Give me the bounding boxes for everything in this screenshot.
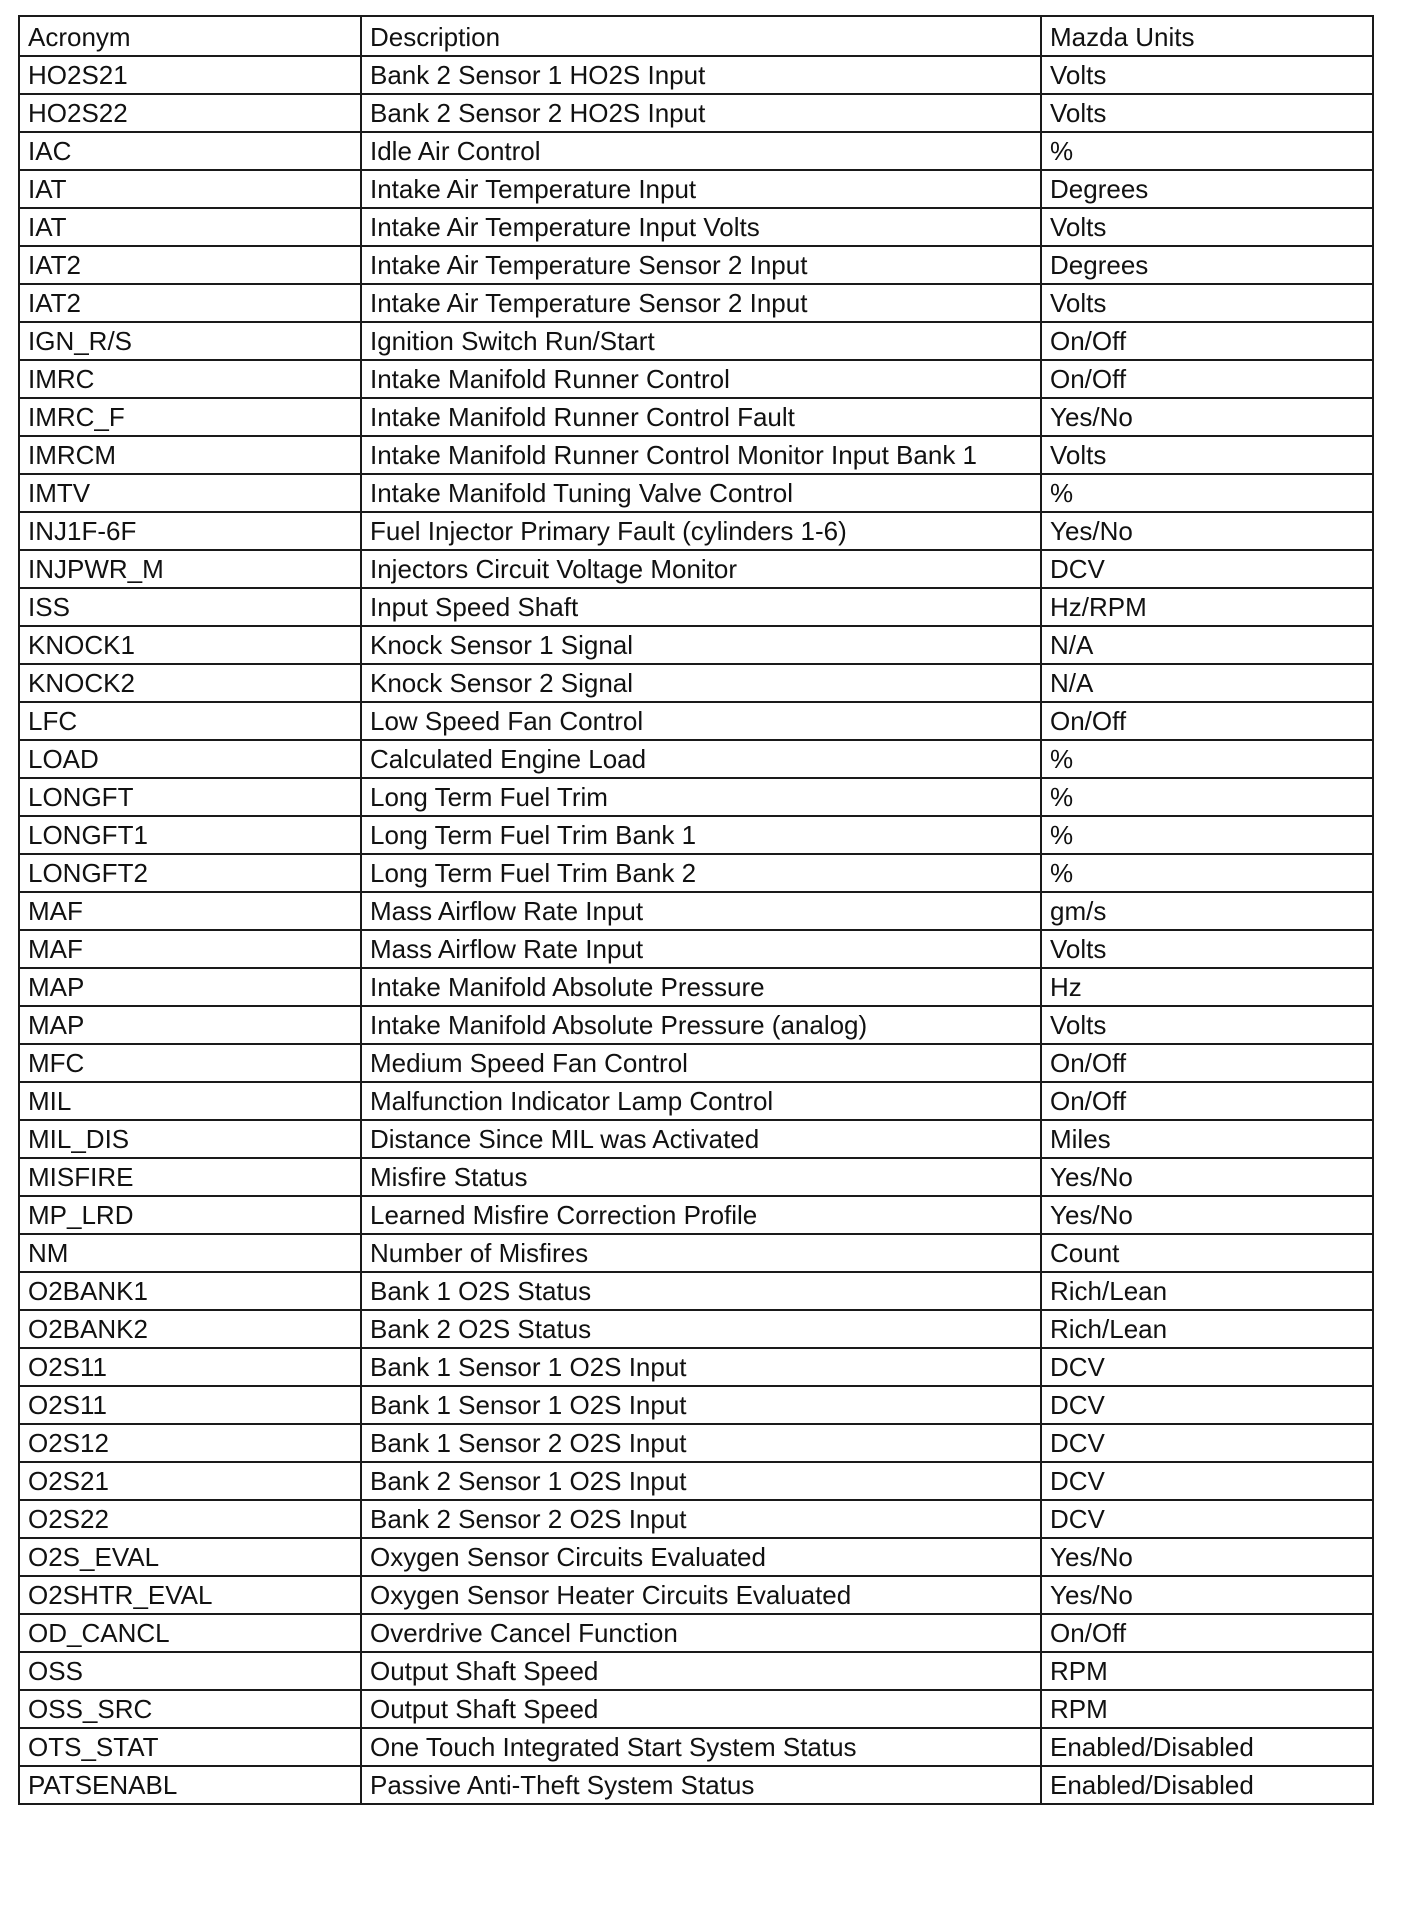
- description-cell: Intake Manifold Absolute Pressure (analog): [361, 1006, 1041, 1044]
- description-cell: Low Speed Fan Control: [361, 702, 1041, 740]
- units-cell: Yes/No: [1041, 398, 1373, 436]
- description-cell: Bank 2 Sensor 1 HO2S Input: [361, 56, 1041, 94]
- units-cell: %: [1041, 816, 1373, 854]
- table-row: [19, 436, 1373, 474]
- acronym-cell: OD_CANCL: [19, 1614, 361, 1652]
- description-cell: Intake Manifold Tuning Valve Control: [361, 474, 1041, 512]
- units-cell: Miles: [1041, 1120, 1373, 1158]
- table-row: [19, 626, 1373, 664]
- units-cell: Volts: [1041, 1006, 1373, 1044]
- units-cell: %: [1041, 474, 1373, 512]
- acronym-cell: NM: [19, 1234, 361, 1272]
- header-row: [19, 16, 1373, 56]
- table-row: [19, 1272, 1373, 1310]
- acronym-cell: IAT2: [19, 246, 361, 284]
- table-row: [19, 132, 1373, 170]
- units-cell: Yes/No: [1041, 1538, 1373, 1576]
- acronym-cell: IGN_R/S: [19, 322, 361, 360]
- description-cell: Bank 2 Sensor 2 O2S Input: [361, 1500, 1041, 1538]
- units-cell: DCV: [1041, 550, 1373, 588]
- table-row: [19, 854, 1373, 892]
- units-cell: DCV: [1041, 1386, 1373, 1424]
- description-cell: Calculated Engine Load: [361, 740, 1041, 778]
- units-cell: Degrees: [1041, 246, 1373, 284]
- acronym-cell: IAT: [19, 170, 361, 208]
- acronym-cell: O2S22: [19, 1500, 361, 1538]
- description-cell: Medium Speed Fan Control: [361, 1044, 1041, 1082]
- table-row: [19, 1082, 1373, 1120]
- acronym-cell: KNOCK2: [19, 664, 361, 702]
- description-cell: Intake Air Temperature Sensor 2 Input: [361, 246, 1041, 284]
- acronym-cell: LFC: [19, 702, 361, 740]
- units-cell: On/Off: [1041, 1614, 1373, 1652]
- description-cell: Misfire Status: [361, 1158, 1041, 1196]
- description-cell: Oxygen Sensor Heater Circuits Evaluated: [361, 1576, 1041, 1614]
- description-cell: Oxygen Sensor Circuits Evaluated: [361, 1538, 1041, 1576]
- units-cell: %: [1041, 132, 1373, 170]
- acronym-cell: O2BANK1: [19, 1272, 361, 1310]
- units-cell: RPM: [1041, 1690, 1373, 1728]
- units-cell: DCV: [1041, 1424, 1373, 1462]
- acronym-cell: KNOCK1: [19, 626, 361, 664]
- description-cell: Ignition Switch Run/Start: [361, 322, 1041, 360]
- acronym-cell: O2S11: [19, 1386, 361, 1424]
- description-cell: Intake Manifold Runner Control: [361, 360, 1041, 398]
- description-cell: Knock Sensor 1 Signal: [361, 626, 1041, 664]
- acronym-cell: OTS_STAT: [19, 1728, 361, 1766]
- acronym-cell: MFC: [19, 1044, 361, 1082]
- description-cell: Idle Air Control: [361, 132, 1041, 170]
- description-cell: Intake Manifold Runner Control Fault: [361, 398, 1041, 436]
- units-cell: DCV: [1041, 1500, 1373, 1538]
- description-cell: Bank 2 Sensor 2 HO2S Input: [361, 94, 1041, 132]
- description-cell: Intake Manifold Absolute Pressure: [361, 968, 1041, 1006]
- table-row: [19, 284, 1373, 322]
- table-row: [19, 1690, 1373, 1728]
- units-cell: Volts: [1041, 208, 1373, 246]
- units-cell: On/Off: [1041, 322, 1373, 360]
- acronym-cell: INJ1F-6F: [19, 512, 361, 550]
- table-row: [19, 1234, 1373, 1272]
- acronym-cell: MIL_DIS: [19, 1120, 361, 1158]
- acronym-cell: IMRC: [19, 360, 361, 398]
- acronym-cell: O2S_EVAL: [19, 1538, 361, 1576]
- description-cell: Bank 1 Sensor 1 O2S Input: [361, 1386, 1041, 1424]
- acronym-cell: IAC: [19, 132, 361, 170]
- table-row: [19, 1006, 1373, 1044]
- acronym-cell: MAP: [19, 968, 361, 1006]
- units-cell: N/A: [1041, 664, 1373, 702]
- units-cell: Hz/RPM: [1041, 588, 1373, 626]
- description-cell: Intake Air Temperature Input Volts: [361, 208, 1041, 246]
- units-cell: Yes/No: [1041, 1158, 1373, 1196]
- table-body: [19, 56, 1373, 1804]
- description-cell: Output Shaft Speed: [361, 1690, 1041, 1728]
- table-row: [19, 968, 1373, 1006]
- table-row: [19, 474, 1373, 512]
- description-cell: Mass Airflow Rate Input: [361, 930, 1041, 968]
- table-row: [19, 550, 1373, 588]
- table-row: [19, 1158, 1373, 1196]
- table-row: [19, 398, 1373, 436]
- table-row: [19, 1348, 1373, 1386]
- table-row: [19, 1538, 1373, 1576]
- table-row: [19, 892, 1373, 930]
- header-acronym: Acronym: [19, 16, 361, 56]
- description-cell: Bank 1 Sensor 1 O2S Input: [361, 1348, 1041, 1386]
- pid-reference-sheet: [18, 15, 1372, 1805]
- description-cell: Mass Airflow Rate Input: [361, 892, 1041, 930]
- acronym-cell: MAP: [19, 1006, 361, 1044]
- acronym-cell: HO2S21: [19, 56, 361, 94]
- description-cell: Long Term Fuel Trim: [361, 778, 1041, 816]
- header-mazda-units: Mazda Units: [1041, 16, 1373, 56]
- table-row: [19, 1500, 1373, 1538]
- acronym-cell: LONGFT1: [19, 816, 361, 854]
- acronym-cell: O2S11: [19, 1348, 361, 1386]
- acronym-cell: O2SHTR_EVAL: [19, 1576, 361, 1614]
- table-row: [19, 1462, 1373, 1500]
- description-cell: One Touch Integrated Start System Status: [361, 1728, 1041, 1766]
- description-cell: Overdrive Cancel Function: [361, 1614, 1041, 1652]
- acronym-cell: OSS_SRC: [19, 1690, 361, 1728]
- units-cell: Enabled/Disabled: [1041, 1728, 1373, 1766]
- table-row: [19, 1614, 1373, 1652]
- table-row: [19, 1386, 1373, 1424]
- description-cell: Long Term Fuel Trim Bank 2: [361, 854, 1041, 892]
- table-row: [19, 1576, 1373, 1614]
- acronym-cell: INJPWR_M: [19, 550, 361, 588]
- description-cell: Passive Anti-Theft System Status: [361, 1766, 1041, 1804]
- acronym-cell: O2S12: [19, 1424, 361, 1462]
- table-row: [19, 1652, 1373, 1690]
- acronym-cell: O2BANK2: [19, 1310, 361, 1348]
- acronym-cell: IMRC_F: [19, 398, 361, 436]
- units-cell: On/Off: [1041, 1082, 1373, 1120]
- description-cell: Long Term Fuel Trim Bank 1: [361, 816, 1041, 854]
- table-row: [19, 740, 1373, 778]
- table-row: [19, 208, 1373, 246]
- units-cell: %: [1041, 854, 1373, 892]
- description-cell: Intake Air Temperature Input: [361, 170, 1041, 208]
- table-row: [19, 512, 1373, 550]
- table-header: [19, 16, 1373, 56]
- units-cell: %: [1041, 778, 1373, 816]
- table-row: [19, 778, 1373, 816]
- header-description: Description: [361, 16, 1041, 56]
- description-cell: Output Shaft Speed: [361, 1652, 1041, 1690]
- acronym-cell: IAT2: [19, 284, 361, 322]
- table-row: [19, 360, 1373, 398]
- units-cell: Yes/No: [1041, 512, 1373, 550]
- units-cell: Rich/Lean: [1041, 1272, 1373, 1310]
- acronym-cell: IAT: [19, 208, 361, 246]
- units-cell: Enabled/Disabled: [1041, 1766, 1373, 1804]
- acronym-cell: OSS: [19, 1652, 361, 1690]
- acronym-cell: IMTV: [19, 474, 361, 512]
- acronym-cell: MIL: [19, 1082, 361, 1120]
- description-cell: Intake Manifold Runner Control Monitor Input Bank 1: [361, 436, 1041, 474]
- table-row: [19, 702, 1373, 740]
- description-cell: Bank 2 Sensor 1 O2S Input: [361, 1462, 1041, 1500]
- units-cell: Volts: [1041, 284, 1373, 322]
- table-row: [19, 664, 1373, 702]
- units-cell: Volts: [1041, 94, 1373, 132]
- acronym-cell: LONGFT: [19, 778, 361, 816]
- units-cell: On/Off: [1041, 1044, 1373, 1082]
- table-row: [19, 170, 1373, 208]
- units-cell: Count: [1041, 1234, 1373, 1272]
- table-row: [19, 56, 1373, 94]
- acronym-cell: HO2S22: [19, 94, 361, 132]
- table-row: [19, 588, 1373, 626]
- acronym-cell: ISS: [19, 588, 361, 626]
- description-cell: Malfunction Indicator Lamp Control: [361, 1082, 1041, 1120]
- units-cell: DCV: [1041, 1462, 1373, 1500]
- description-cell: Number of Misfires: [361, 1234, 1041, 1272]
- table-row: [19, 246, 1373, 284]
- units-cell: Volts: [1041, 930, 1373, 968]
- table-row: [19, 1310, 1373, 1348]
- units-cell: On/Off: [1041, 360, 1373, 398]
- units-cell: Volts: [1041, 56, 1373, 94]
- table-row: [19, 930, 1373, 968]
- table-row: [19, 1728, 1373, 1766]
- acronym-cell: LOAD: [19, 740, 361, 778]
- table-row: [19, 816, 1373, 854]
- description-cell: Input Speed Shaft: [361, 588, 1041, 626]
- description-cell: Learned Misfire Correction Profile: [361, 1196, 1041, 1234]
- description-cell: Knock Sensor 2 Signal: [361, 664, 1041, 702]
- description-cell: Bank 1 Sensor 2 O2S Input: [361, 1424, 1041, 1462]
- table-row: [19, 1044, 1373, 1082]
- units-cell: RPM: [1041, 1652, 1373, 1690]
- table-row: [19, 1424, 1373, 1462]
- units-cell: Rich/Lean: [1041, 1310, 1373, 1348]
- units-cell: gm/s: [1041, 892, 1373, 930]
- acronym-cell: MAF: [19, 892, 361, 930]
- description-cell: Intake Air Temperature Sensor 2 Input: [361, 284, 1041, 322]
- description-cell: Distance Since MIL was Activated: [361, 1120, 1041, 1158]
- pid-table: [18, 15, 1374, 1805]
- table-row: [19, 322, 1373, 360]
- units-cell: Hz: [1041, 968, 1373, 1006]
- table-row: [19, 1120, 1373, 1158]
- units-cell: %: [1041, 740, 1373, 778]
- units-cell: On/Off: [1041, 702, 1373, 740]
- units-cell: Yes/No: [1041, 1576, 1373, 1614]
- acronym-cell: O2S21: [19, 1462, 361, 1500]
- table-row: [19, 1196, 1373, 1234]
- acronym-cell: PATSENABL: [19, 1766, 361, 1804]
- units-cell: N/A: [1041, 626, 1373, 664]
- description-cell: Injectors Circuit Voltage Monitor: [361, 550, 1041, 588]
- acronym-cell: MP_LRD: [19, 1196, 361, 1234]
- acronym-cell: MAF: [19, 930, 361, 968]
- table-row: [19, 94, 1373, 132]
- description-cell: Bank 2 O2S Status: [361, 1310, 1041, 1348]
- description-cell: Bank 1 O2S Status: [361, 1272, 1041, 1310]
- units-cell: Degrees: [1041, 170, 1373, 208]
- units-cell: DCV: [1041, 1348, 1373, 1386]
- acronym-cell: MISFIRE: [19, 1158, 361, 1196]
- units-cell: Volts: [1041, 436, 1373, 474]
- description-cell: Fuel Injector Primary Fault (cylinders 1-6): [361, 512, 1041, 550]
- acronym-cell: LONGFT2: [19, 854, 361, 892]
- acronym-cell: IMRCM: [19, 436, 361, 474]
- table-row: [19, 1766, 1373, 1804]
- units-cell: Yes/No: [1041, 1196, 1373, 1234]
